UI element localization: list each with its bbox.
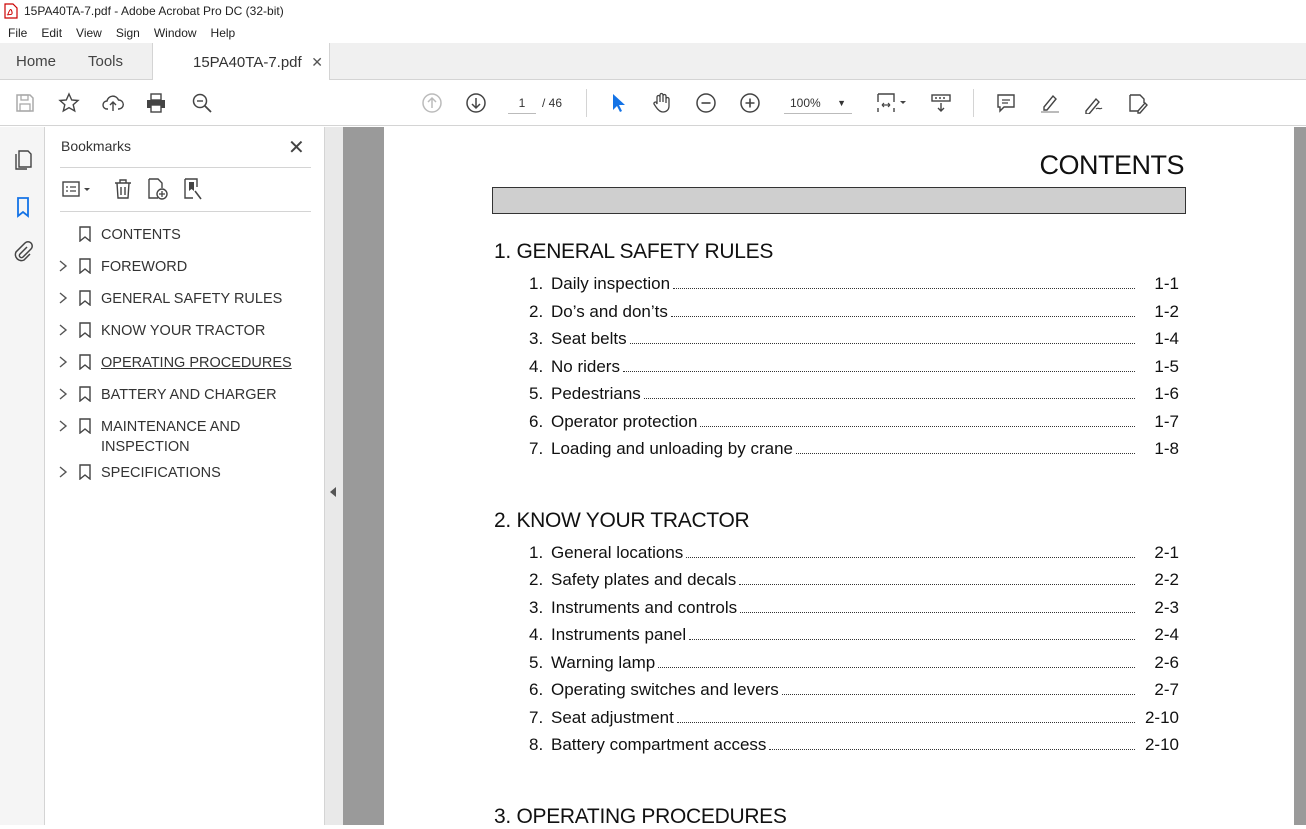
- previous-page-icon[interactable]: [420, 91, 444, 115]
- chevron-right-icon[interactable]: [57, 259, 69, 273]
- bookmark-label: KNOW YOUR TRACTOR: [101, 323, 266, 339]
- toc-entry-number: 5.: [529, 384, 544, 403]
- toc-entry[interactable]: [529, 302, 1179, 324]
- toc-entry-text: Seat belts: [551, 329, 627, 348]
- fill-sign-icon[interactable]: [1126, 91, 1150, 115]
- toc-entry-number: 3.: [529, 329, 544, 348]
- toc-entry[interactable]: [529, 543, 1179, 565]
- upload-cloud-icon[interactable]: [101, 91, 125, 115]
- dot-leader: [686, 557, 1135, 558]
- toc-entry-text: Operating switches and levers: [551, 680, 779, 699]
- find-bookmark-icon[interactable]: [181, 177, 205, 201]
- toc-entry[interactable]: [529, 570, 1179, 592]
- menu-window[interactable]: Window: [153, 25, 197, 40]
- toc-entry-number: 6.: [529, 680, 544, 699]
- toc-entry-text: Operator protection: [551, 412, 698, 431]
- chevron-right-icon[interactable]: [57, 387, 69, 401]
- section-title: 2. KNOW YOUR TRACTOR: [494, 509, 750, 532]
- page-number-input[interactable]: 1: [508, 92, 536, 114]
- contents-heading: CONTENTS: [1039, 150, 1184, 180]
- close-panel-icon[interactable]: ✕: [288, 137, 305, 159]
- dot-leader: [673, 288, 1135, 289]
- bookmarks-panel: [45, 127, 325, 825]
- document-right-gutter: [1294, 127, 1306, 825]
- toc-entry-text: Safety plates and decals: [551, 570, 737, 589]
- chevron-right-icon[interactable]: [57, 355, 69, 369]
- toc-entry-page: 2-2: [1154, 570, 1179, 589]
- chevron-right-icon[interactable]: [57, 323, 69, 337]
- toc-entry-number: 3.: [529, 598, 544, 617]
- toc-entry-number: 7.: [529, 439, 544, 458]
- toc-entry-page: 1-7: [1154, 412, 1179, 431]
- bookmark-icon: [79, 322, 91, 338]
- dot-leader: [689, 639, 1135, 640]
- toolbar: [0, 80, 1306, 126]
- menu-help[interactable]: Help: [210, 25, 236, 40]
- bookmark-label: MAINTENANCE AND INSPECTION: [101, 419, 241, 455]
- draw-sign-icon[interactable]: [1082, 91, 1106, 115]
- toc-entry-page: 1-2: [1154, 302, 1179, 321]
- toc-entry-number: 7.: [529, 708, 544, 727]
- next-page-icon[interactable]: [464, 91, 488, 115]
- toc-entry-number: 4.: [529, 625, 544, 644]
- toc-entry-text: No riders: [551, 357, 620, 376]
- dot-leader: [677, 722, 1135, 723]
- star-icon[interactable]: [57, 91, 81, 115]
- toc-entry[interactable]: [529, 357, 1179, 379]
- navigation-rail: [0, 127, 45, 825]
- toc-entry-text: Warning lamp: [551, 653, 656, 672]
- bookmark-options-icon[interactable]: [61, 177, 95, 201]
- toc-entry-text: Loading and unloading by crane: [551, 439, 793, 458]
- toc-entry-number: 1.: [529, 543, 544, 562]
- close-tab-icon[interactable]: ✕: [311, 53, 323, 70]
- toc-entry[interactable]: [529, 412, 1179, 434]
- menu-edit[interactable]: Edit: [41, 25, 63, 40]
- page-fit-icon[interactable]: [874, 91, 910, 115]
- tab-home[interactable]: Home: [16, 53, 57, 70]
- toc-entry-page: 2-7: [1154, 680, 1179, 699]
- toc-entry-page: 2-4: [1154, 625, 1179, 644]
- toc-entry-page: 2-1: [1154, 543, 1179, 562]
- toc-entry[interactable]: [529, 384, 1179, 406]
- heading-bar: [492, 187, 1186, 214]
- menu-bar: [0, 22, 1306, 43]
- comment-icon[interactable]: [994, 91, 1018, 115]
- toc-entry[interactable]: [529, 625, 1179, 647]
- menu-file[interactable]: File: [8, 25, 28, 40]
- toc-entry-text: Instruments and controls: [551, 598, 738, 617]
- toc-entry[interactable]: [529, 329, 1179, 351]
- bookmark-label: GENERAL SAFETY RULES: [101, 291, 283, 307]
- toc-entry-page: 1-1: [1154, 274, 1179, 293]
- bookmark-icon: [79, 290, 91, 306]
- pdf-page[interactable]: [384, 127, 1294, 828]
- toc-entry-text: Battery compartment access: [551, 735, 767, 754]
- toc-entry-number: 2.: [529, 570, 544, 589]
- dot-leader: [796, 453, 1135, 454]
- chevron-right-icon[interactable]: [57, 465, 69, 479]
- zoom-in-icon[interactable]: [738, 91, 762, 115]
- zoom-level-dropdown[interactable]: [784, 92, 852, 114]
- toc-entry-page: 2-3: [1154, 598, 1179, 617]
- save-icon[interactable]: [13, 91, 37, 115]
- toc-entry-page: 2-6: [1154, 653, 1179, 672]
- bookmark-icon: [79, 386, 91, 402]
- dot-leader: [644, 398, 1135, 399]
- dot-leader: [782, 694, 1135, 695]
- toc-entry-number: 6.: [529, 412, 544, 431]
- toc-entry-page: 2-10: [1144, 735, 1179, 754]
- dot-leader: [739, 584, 1135, 585]
- toc-entry-number: 1.: [529, 274, 544, 293]
- toc-entry[interactable]: [529, 653, 1179, 675]
- toc-entry-number: 5.: [529, 653, 544, 672]
- pdf-file-icon: [4, 3, 18, 19]
- toc-entry-page: 1-8: [1154, 439, 1179, 458]
- toc-entry[interactable]: [529, 598, 1179, 620]
- bookmark-icon: [79, 464, 91, 480]
- tab-document[interactable]: [152, 43, 330, 81]
- toc-entry-text: Seat adjustment: [551, 708, 674, 727]
- bookmark-icon: [79, 418, 91, 434]
- toc-entry-text: General locations: [551, 543, 684, 562]
- highlight-pen-icon[interactable]: [1038, 91, 1062, 115]
- dot-leader: [630, 343, 1135, 344]
- zoom-out-icon[interactable]: [694, 91, 718, 115]
- hand-tool-icon[interactable]: [650, 91, 674, 115]
- chevron-right-icon[interactable]: [57, 291, 69, 305]
- bookmark-label: FOREWORD: [101, 259, 188, 275]
- bookmark-panel-icon[interactable]: [11, 195, 35, 219]
- toc-entry-text: Pedestrians: [551, 384, 641, 403]
- toc-entry-page: 1-5: [1154, 357, 1179, 376]
- scroll-mode-icon[interactable]: [929, 91, 953, 115]
- panel-collapse-handle[interactable]: [325, 127, 343, 825]
- toc-entry-text: Do’s and don’ts: [551, 302, 668, 321]
- window-title: 15PA40TA-7.pdf - Adobe Acrobat Pro DC (32-bit): [24, 4, 284, 18]
- bookmark-icon: [79, 258, 91, 274]
- toc-entry[interactable]: [529, 708, 1179, 730]
- delete-bookmark-icon[interactable]: [111, 177, 135, 201]
- tab-tools[interactable]: Tools: [88, 53, 124, 70]
- dot-leader: [740, 612, 1135, 613]
- section-title: 3. OPERATING PROCEDURES: [494, 805, 787, 828]
- bookmarks-panel-title: Bookmarks: [61, 138, 132, 154]
- dot-leader: [623, 371, 1135, 372]
- toc-entry[interactable]: [529, 680, 1179, 702]
- menu-sign[interactable]: Sign: [115, 25, 140, 40]
- toc-entry-number: 2.: [529, 302, 544, 321]
- panel-divider: [60, 211, 311, 212]
- dot-leader: [658, 667, 1135, 668]
- chevron-down-icon: ▼: [837, 98, 846, 108]
- section-title: 1. GENERAL SAFETY RULES: [494, 240, 774, 263]
- bookmark-label: OPERATING PROCEDURES: [101, 355, 292, 371]
- panel-divider: [60, 167, 311, 168]
- toc-entry-page: 1-4: [1154, 329, 1179, 348]
- dot-leader: [700, 426, 1135, 427]
- zoom-level-value: 100%: [790, 96, 821, 110]
- toc-entry-text: Instruments panel: [551, 625, 687, 644]
- toc-entry[interactable]: [529, 439, 1179, 461]
- print-icon[interactable]: [144, 91, 168, 115]
- toc-entry-number: 4.: [529, 357, 544, 376]
- menu-view[interactable]: View: [76, 25, 102, 40]
- new-bookmark-icon[interactable]: [145, 177, 169, 201]
- bookmark-label: CONTENTS: [101, 227, 181, 243]
- title-bar: [0, 0, 1306, 22]
- chevron-right-icon[interactable]: [57, 419, 69, 433]
- attachments-paperclip-icon[interactable]: [11, 240, 35, 264]
- toc-entry-text: Daily inspection: [551, 274, 671, 293]
- toc-entry[interactable]: [529, 274, 1179, 296]
- toolbar-divider: [586, 89, 587, 117]
- toc-entry-page: 2-10: [1144, 708, 1179, 727]
- collapse-arrow-icon: [330, 487, 336, 497]
- dot-leader: [769, 749, 1135, 750]
- bookmark-label: SPECIFICATIONS: [101, 465, 221, 481]
- tab-bar: [0, 43, 1306, 80]
- page-total: / 46: [542, 96, 563, 110]
- select-cursor-icon[interactable]: [606, 91, 630, 115]
- bookmark-icon: [79, 354, 91, 370]
- bookmark-icon: [79, 226, 91, 242]
- toolbar-divider: [973, 89, 974, 117]
- find-zoom-icon[interactable]: [190, 91, 214, 115]
- toc-entry-number: 8.: [529, 735, 544, 754]
- toc-entry[interactable]: [529, 735, 1179, 757]
- page-thumbnails-icon[interactable]: [11, 148, 35, 172]
- toc-entry-page: 1-6: [1154, 384, 1179, 403]
- dot-leader: [671, 316, 1135, 317]
- bookmark-label: BATTERY AND CHARGER: [101, 387, 277, 403]
- tab-document-label: 15PA40TA-7.pdf: [193, 53, 302, 71]
